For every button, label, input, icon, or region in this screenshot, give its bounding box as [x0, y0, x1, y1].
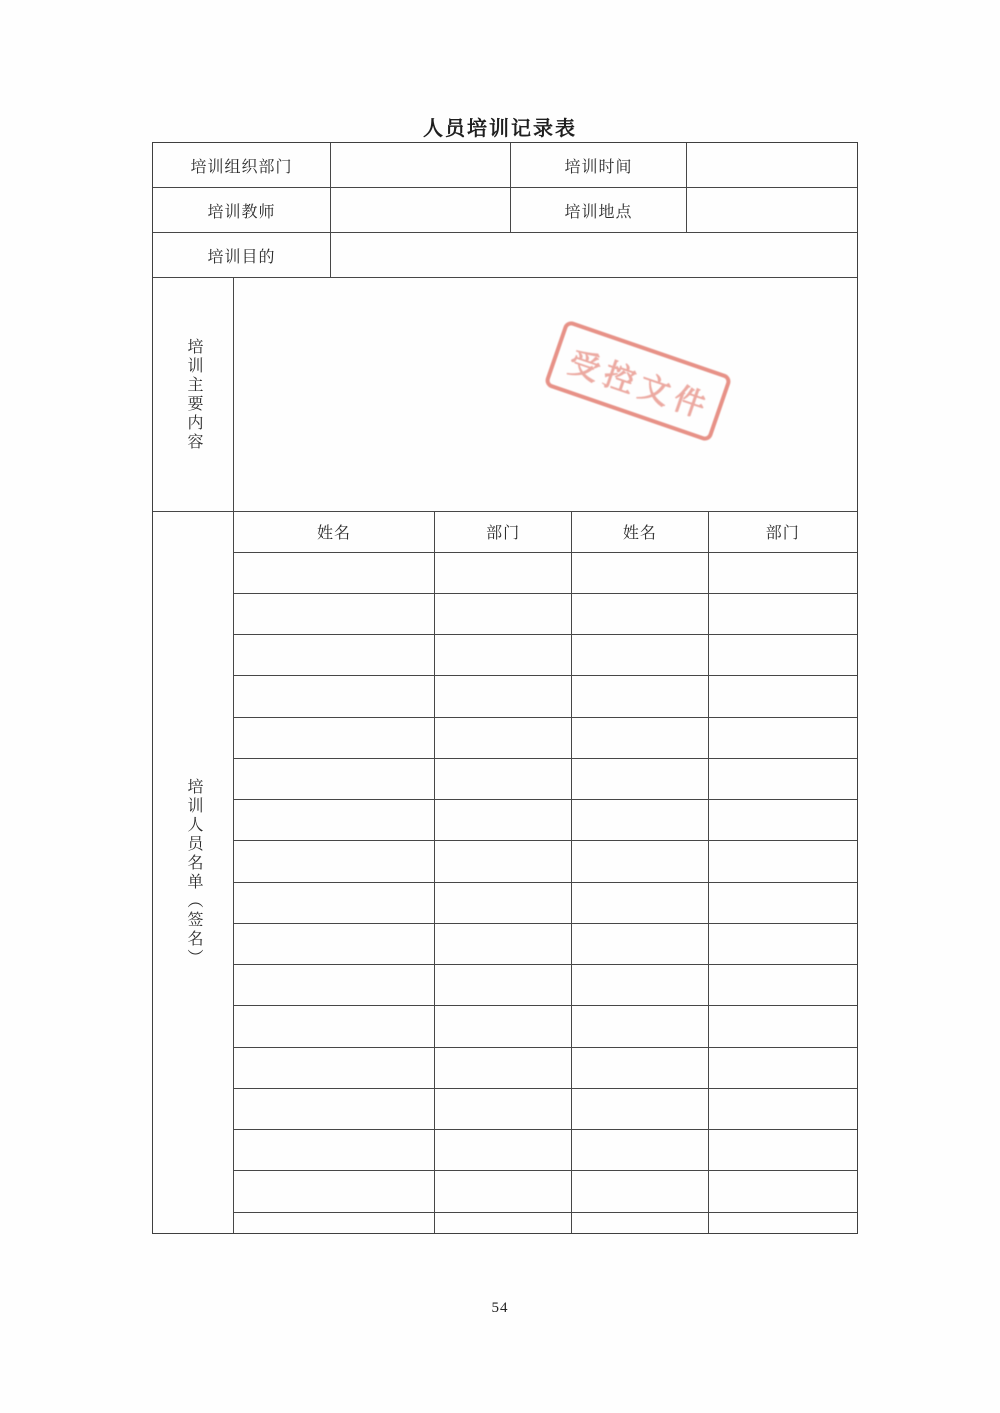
value-training-org-dept — [331, 143, 511, 187]
form-row-roster — [153, 512, 857, 1233]
roster-cell — [572, 717, 708, 758]
roster-cell — [708, 882, 857, 923]
roster-cell — [435, 758, 572, 799]
roster-cell — [435, 1212, 572, 1233]
roster-cell — [435, 923, 572, 964]
roster-row — [234, 1130, 857, 1171]
roster-cell — [708, 841, 857, 882]
roster-col-dept-1: 部门 — [435, 512, 572, 552]
roster-cell — [234, 552, 435, 593]
roster-body — [234, 552, 857, 1233]
roster-cell — [708, 552, 857, 593]
roster-row — [234, 882, 857, 923]
roster-cell — [708, 923, 857, 964]
roster-row — [234, 1088, 857, 1129]
roster-cell — [234, 965, 435, 1006]
roster-cell — [708, 965, 857, 1006]
roster-header — [234, 512, 857, 552]
roster-col-name-2: 姓名 — [572, 512, 708, 552]
roster-cell — [435, 1088, 572, 1129]
value-training-purpose — [331, 233, 857, 277]
roster-cell — [234, 1088, 435, 1129]
value-main-content — [234, 278, 857, 511]
roster-cell — [572, 1130, 708, 1171]
controlled-document-stamp — [543, 319, 732, 442]
label-main-content — [153, 278, 234, 511]
roster-row — [234, 841, 857, 882]
roster-cell — [572, 552, 708, 593]
roster-cell — [572, 1047, 708, 1088]
label-roster-text: 培训人员名单（签名） — [185, 777, 202, 968]
roster-cell — [708, 1088, 857, 1129]
roster-cell — [234, 923, 435, 964]
roster-row — [234, 593, 857, 634]
roster-cell — [708, 1212, 857, 1233]
label-roster — [153, 512, 234, 1233]
roster-cell — [435, 1171, 572, 1212]
roster-row — [234, 923, 857, 964]
value-training-time — [687, 143, 857, 187]
label-training-teacher: 培训教师 — [153, 188, 331, 232]
roster-header-row — [234, 512, 857, 552]
form-row-org-time — [153, 143, 857, 188]
roster-row — [234, 552, 857, 593]
value-training-location — [687, 188, 857, 232]
roster-cell — [234, 800, 435, 841]
value-training-teacher — [331, 188, 511, 232]
roster-cell — [572, 800, 708, 841]
roster-cell — [572, 882, 708, 923]
roster-row — [234, 1212, 857, 1233]
label-training-time: 培训时间 — [511, 143, 687, 187]
label-main-content-text: 培训主要内容 — [185, 337, 202, 452]
roster-cell — [435, 552, 572, 593]
roster-cell — [435, 882, 572, 923]
roster-cell — [572, 758, 708, 799]
roster-cell — [234, 593, 435, 634]
roster-cell — [435, 717, 572, 758]
roster-row — [234, 1006, 857, 1047]
roster-area — [234, 512, 857, 1233]
roster-cell — [234, 1130, 435, 1171]
form-row-main-content — [153, 278, 857, 512]
page-number: 54 — [491, 1300, 509, 1316]
roster-cell — [708, 1006, 857, 1047]
roster-cell — [708, 800, 857, 841]
roster-cell — [572, 1212, 708, 1233]
roster-row — [234, 635, 857, 676]
roster-row — [234, 1047, 857, 1088]
roster-cell — [234, 676, 435, 717]
roster-cell — [234, 635, 435, 676]
roster-row — [234, 758, 857, 799]
roster-cell — [234, 1171, 435, 1212]
label-training-location: 培训地点 — [511, 188, 687, 232]
roster-cell — [234, 1006, 435, 1047]
roster-cell — [435, 1047, 572, 1088]
label-training-org-dept: 培训组织部门 — [153, 143, 331, 187]
roster-cell — [708, 1171, 857, 1212]
roster-cell — [572, 635, 708, 676]
roster-cell — [234, 1047, 435, 1088]
roster-cell — [435, 841, 572, 882]
roster-col-name-1: 姓名 — [234, 512, 435, 552]
roster-cell — [708, 635, 857, 676]
roster-col-dept-2: 部门 — [708, 512, 857, 552]
roster-cell — [572, 676, 708, 717]
roster-row — [234, 717, 857, 758]
label-training-purpose: 培训目的 — [153, 233, 331, 277]
roster-cell — [708, 717, 857, 758]
controlled-document-stamp-text: 受控文件 — [564, 344, 716, 426]
roster-row — [234, 800, 857, 841]
roster-cell — [572, 593, 708, 634]
roster-cell — [234, 758, 435, 799]
roster-cell — [435, 593, 572, 634]
roster-cell — [435, 965, 572, 1006]
roster-cell — [708, 1130, 857, 1171]
roster-cell — [435, 1130, 572, 1171]
roster-cell — [234, 841, 435, 882]
roster-cell — [435, 1006, 572, 1047]
roster-cell — [234, 1212, 435, 1233]
roster-cell — [572, 1088, 708, 1129]
roster-cell — [572, 923, 708, 964]
roster-cell — [435, 676, 572, 717]
roster-cell — [572, 965, 708, 1006]
roster-cell — [708, 593, 857, 634]
roster-cell — [708, 1047, 857, 1088]
form-row-purpose — [153, 233, 857, 278]
roster-cell — [708, 676, 857, 717]
roster-cell — [435, 800, 572, 841]
roster-cell — [234, 882, 435, 923]
roster-row — [234, 965, 857, 1006]
roster-row — [234, 1171, 857, 1212]
roster-cell — [572, 841, 708, 882]
roster-cell — [572, 1006, 708, 1047]
training-record-form — [152, 142, 858, 1234]
roster-table — [234, 512, 857, 1233]
roster-cell — [435, 635, 572, 676]
form-row-teacher-location — [153, 188, 857, 233]
roster-cell — [234, 717, 435, 758]
roster-row — [234, 676, 857, 717]
roster-cell — [708, 758, 857, 799]
roster-cell — [572, 1171, 708, 1212]
form-title: 人员培训记录表 — [423, 118, 577, 140]
